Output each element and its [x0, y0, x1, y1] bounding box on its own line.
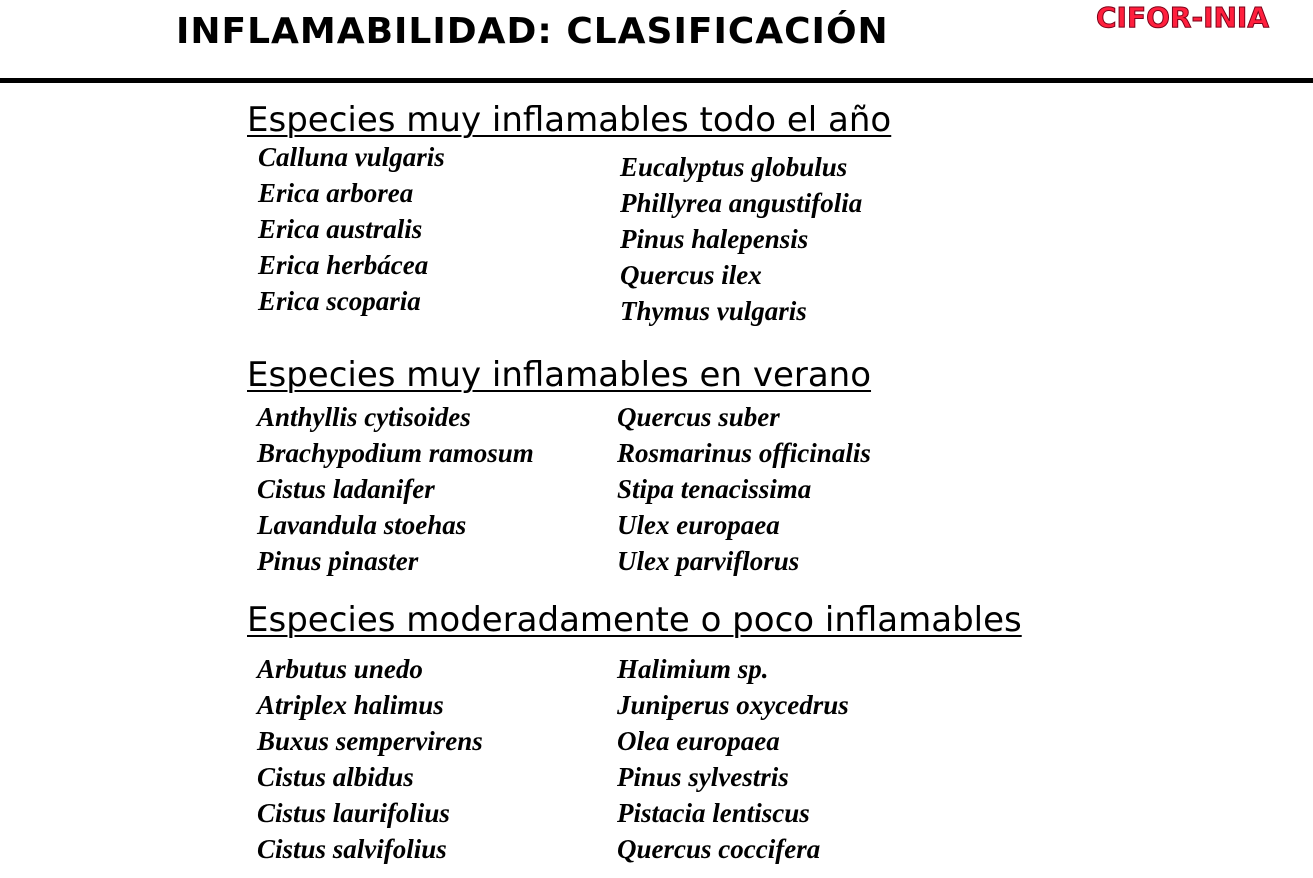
species-item: Cistus albidus [257, 762, 414, 792]
species-item: Phillyrea angustifolia [620, 188, 863, 218]
species-item: Buxus sempervirens [257, 726, 483, 756]
species-item: Thymus vulgaris [620, 296, 807, 326]
species-item: Erica scoparia [258, 286, 421, 316]
species-item: Quercus coccifera [617, 834, 821, 864]
species-item: Brachypodium ramosum [257, 438, 534, 468]
species-item: Stipa tenacissima [617, 474, 812, 504]
species-item: Erica arborea [258, 178, 414, 208]
species-item: Halimium sp. [617, 654, 769, 684]
species-list-summer-right [617, 399, 871, 579]
section-heading-moderate: Especies moderadamente o poco inflamables [247, 600, 1022, 640]
section-heading-year-round: Especies muy inflamables todo el año [247, 100, 892, 140]
species-item: Pinus halepensis [620, 224, 809, 254]
species-item: Anthyllis cytisoides [257, 402, 471, 432]
species-item: Ulex europaea [617, 510, 780, 540]
species-item: Cistus laurifolius [257, 798, 450, 828]
brand-logo-text: CIFOR-INIA [1096, 1, 1270, 34]
species-item: Eucalyptus globulus [620, 152, 848, 182]
species-list-moderate-right [617, 651, 849, 867]
species-item: Olea europaea [617, 726, 780, 756]
species-item: Pinus sylvestris [617, 762, 789, 792]
species-item: Juniperus oxycedrus [617, 690, 849, 720]
species-list-year-round-right [620, 149, 862, 329]
species-item: Pistacia lentiscus [617, 798, 810, 828]
species-item: Quercus suber [617, 402, 780, 432]
species-list-summer-left [257, 399, 534, 579]
species-item: Erica herbácea [258, 250, 429, 280]
species-item: Cistus salvifolius [257, 834, 447, 864]
header-divider [0, 78, 1313, 83]
species-item: Quercus ilex [620, 260, 762, 290]
species-list-moderate-left [257, 651, 483, 867]
species-item: Calluna vulgaris [258, 142, 445, 172]
species-item: Arbutus unedo [257, 654, 423, 684]
species-item: Atriplex halimus [257, 690, 444, 720]
species-item: Erica australis [258, 214, 423, 244]
species-item: Rosmarinus officinalis [617, 438, 871, 468]
species-item: Ulex parviflorus [617, 546, 800, 576]
species-item: Pinus pinaster [257, 546, 419, 576]
species-item: Lavandula stoehas [257, 510, 467, 540]
species-list-year-round-left [258, 139, 445, 319]
page-title: INFLAMABILIDAD: CLASIFICACIÓN [176, 11, 889, 52]
species-item: Cistus ladanifer [257, 474, 435, 504]
section-heading-summer: Especies muy inflamables en verano [247, 355, 872, 395]
